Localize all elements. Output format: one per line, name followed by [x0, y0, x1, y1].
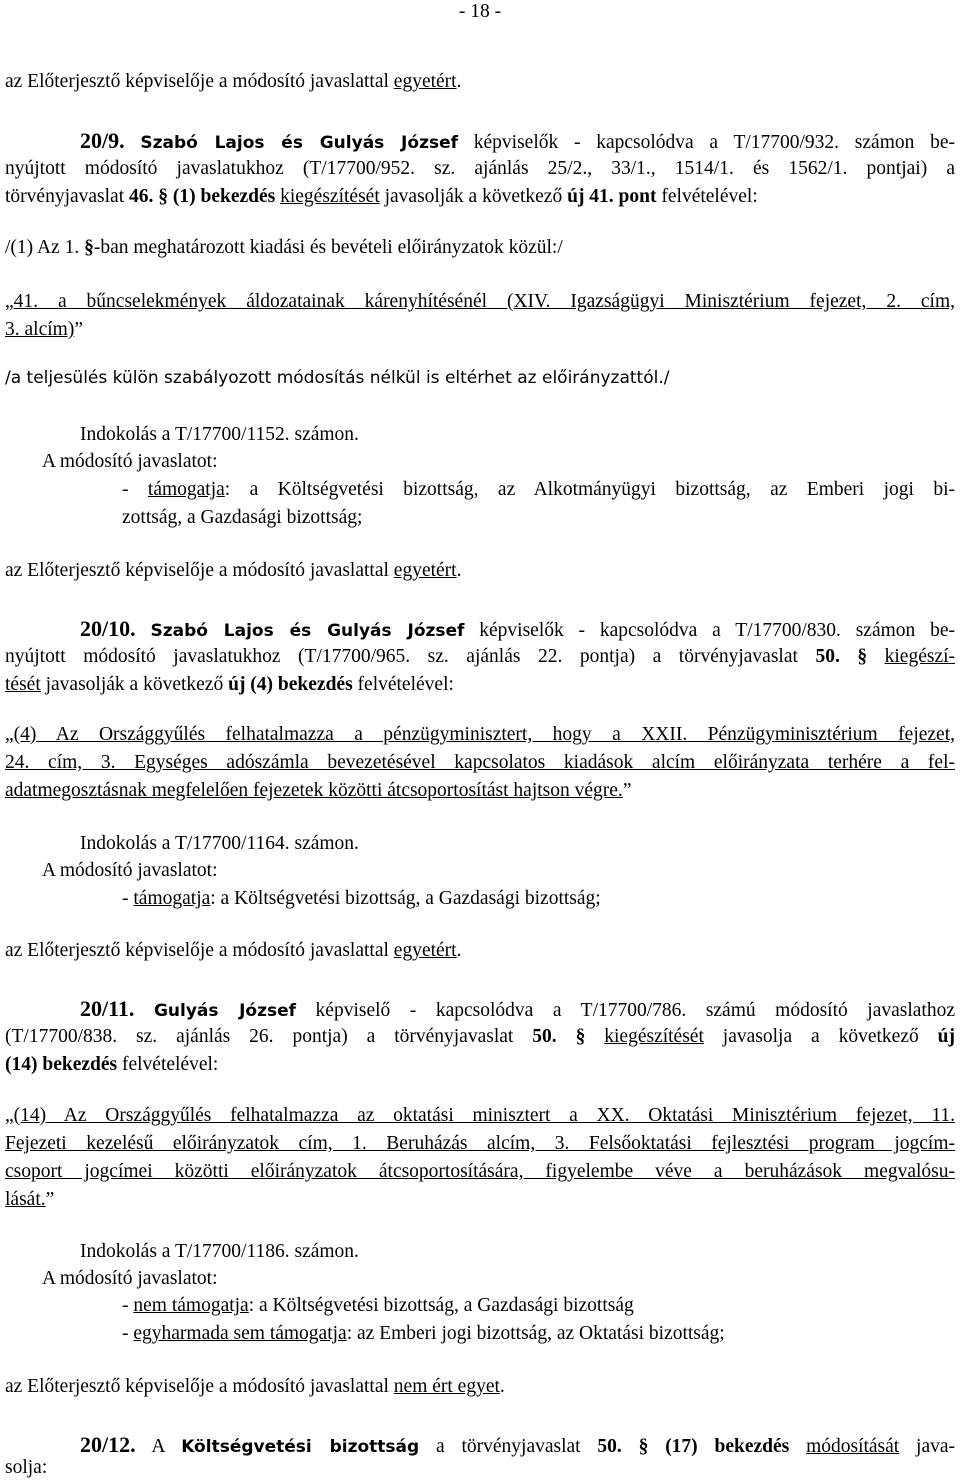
proposed-text-line: adatmegosztásnak megfelelően fejezetek közötti átcsoportosítást hajtson végre.”	[5, 780, 632, 801]
proposed-text-line: Fejezeti kezelésű előirányzatok cím, 1. Beruházás alcím, 3. Felsőoktatási fejlesztési program jogcím-	[5, 1133, 955, 1154]
amendment-20-10-header: 20/10. Szabó Lajos és Gulyás József képviselők - kapcsolódva a T/17700/830. számon be-	[80, 616, 956, 641]
justification-line: Indokolás a T/17700/1164. számon.	[80, 833, 359, 854]
agreement-line: az Előterjesztő képviselője a módosító javaslattal egyetért.	[5, 560, 462, 581]
amendment-text-line: nyújtott módosító javaslatukhoz (T/17700/965. sz. ajánlás 22. pontja) a törvényjavaslat 50. § kiegészí-	[5, 646, 956, 667]
justification-line: Indokolás a T/17700/1186. számon.	[80, 1241, 359, 1262]
amendment-20-11-header: 20/11. Gulyás József képviselő - kapcsolódva a T/17700/786. számú módosító javaslathoz	[80, 996, 955, 1021]
amendment-number: 20/12.	[80, 1432, 136, 1457]
committee-support-line: - támogatja: a Költségvetési bizottság, a Gazdasági bizottság;	[122, 888, 601, 909]
agreement-line: az Előterjesztő képviselője a módosító javaslattal egyetért.	[5, 940, 462, 961]
amendment-text-line: nyújtott módosító javaslatukhoz (T/17700/952. sz. ajánlás 25/2., 33/1., 1514/1. és 1562/1. pontjai) a	[5, 158, 955, 179]
committee-support-line: zottság, a Gazdasági bizottság;	[122, 507, 363, 528]
amendment-text-line: tését javasolják a következő új (4) bekezdés felvételével:	[5, 674, 454, 695]
page-number: - 18 -	[458, 1, 502, 22]
amendment-number: 20/10.	[80, 616, 136, 641]
proposed-text-line: „41. a bűncselekmények áldozatainak kárenyhítésénél (XIV. Igazságügyi Minisztérium fejezet, 2. cím,	[5, 291, 955, 312]
committee-support-line: - támogatja: a Költségvetési bizottság, az Alkotmányügyi bizottság, az Emberi jogi bi-	[122, 479, 955, 500]
proposed-text-line: „(4) Az Országgyűlés felhatalmazza a pénzügyminisztert, hogy a XXII. Pénzügyminisztérium fejezet,	[5, 724, 955, 745]
amendment-number: 20/11.	[80, 996, 135, 1021]
amendment-position-label: A módosító javaslatot:	[42, 1268, 218, 1289]
agreement-line: az Előterjesztő képviselője a módosító javaslattal egyetért.	[5, 71, 462, 92]
proposed-text-line: lását.”	[5, 1189, 55, 1210]
amendment-text-line: (T/17700/838. sz. ajánlás 26. pontja) a törvényjavaslat 50. § kiegészítését javasolja a következő új	[5, 1026, 956, 1047]
committee-support-line: - nem támogatja: a Költségvetési bizottság, a Gazdasági bizottság	[122, 1295, 634, 1316]
proposed-text-line: „(14) Az Országgyűlés felhatalmazza az oktatási minisztert a XX. Oktatási Minisztérium fejezet, 11.	[5, 1105, 955, 1126]
amendment-text-line: törvényjavaslat 46. § (1) bekezdés kiegészítését javasolják a következő új 41. pont felvételével:	[5, 186, 758, 207]
amendment-20-9-header: 20/9. Szabó Lajos és Gulyás József képviselők - kapcsolódva a T/17700/932. számon be-	[80, 128, 955, 153]
amendment-position-label: A módosító javaslatot:	[42, 451, 218, 472]
proposed-text-line: csoport jogcímei közötti előirányzatok átcsoportosítására, figyelembe véve a beruházások megvalósu-	[5, 1161, 955, 1182]
amendment-number: 20/9.	[80, 128, 125, 153]
quoted-context-line: /(1) Az 1. §-ban meghatározott kiadási és bevételi előirányzatok közül:/	[5, 237, 563, 258]
justification-line: Indokolás a T/17700/1152. számon.	[80, 424, 359, 445]
note-line: /a teljesülés külön szabályozott módosítás nélkül is eltérhet az előirányzattól./	[5, 368, 670, 388]
proposed-text-line: 24. cím, 3. Egységes adószámla bevezetésével kapcsolatos kiadások alcím előirányzata terhére a fel-	[5, 752, 955, 773]
agreement-line: az Előterjesztő képviselője a módosító javaslattal nem ért egyet.	[5, 1376, 505, 1397]
proposed-text-line: 3. alcím)”	[5, 319, 83, 340]
amendment-20-12-header: 20/12. A Költségvetési bizottság a törvényjavaslat 50. § (17) bekezdés módosítását java-	[80, 1432, 956, 1457]
amendment-text-line: solja:	[5, 1457, 48, 1478]
amendment-position-label: A módosító javaslatot:	[42, 860, 218, 881]
committee-support-line: - egyharmada sem támogatja: az Emberi jogi bizottság, az Oktatási bizottság;	[122, 1323, 725, 1344]
amendment-text-line: (14) bekezdés felvételével:	[5, 1054, 219, 1075]
